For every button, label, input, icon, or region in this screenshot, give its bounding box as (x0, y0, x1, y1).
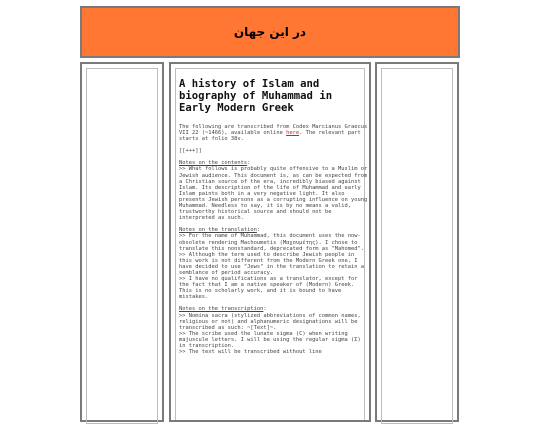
transcription-note-1: >> Nomina sacra (stylized abbreviations of common names, religious or not) and alphanumeric designations will be transcribed as such: ~[Text]~. (179, 312, 361, 331)
source-link[interactable]: here (286, 130, 300, 137)
section-translation: Notes on the translation: >> For the name of Muhammad, this document uses the now-obsolete rendering Machoumetis (Μαχουμέτης). I chose to translate this nonstandard, deprecated form as "Mahomed". >> Although the term used to describe Jewish people in this work is not different from the Modern Greek one, I have decided to use "Jews" in the translation to retain a semblance of period accuracy. >> I have no qualifications as a translator, except for the fact that I am a native speaker of (Modern) Greek. This is no scholarly work, and it is bound to have mistakes. (179, 227, 369, 300)
intro-text-end: . The relevant part starts at folio 38v. (179, 130, 361, 143)
section-contents: Notes on the contents: >> What follows is probably quite offensive to a Muslim or Jewish audience. This document is, as can be expected from a Christian source of the era, incredibly biased against Islam. Its description of the life of Muhammad and early Islam paints both in a very negative light. It also presents Jewish persons as a corrupting influence on young Muhammad. Needless to say, it is by no means a valid, trustworthy historical source and should not be interpreted as such. (179, 160, 368, 222)
section-heading-contents: Notes on the contents (179, 160, 248, 167)
intro-paragraph (179, 124, 369, 142)
left-sidebar (80, 62, 164, 422)
article-title: A history of Islam and biography of Muhammad in Early Modern Greek (179, 78, 333, 114)
section-marker: [[+++]] (179, 148, 202, 155)
section-heading-transcription: Notes on the transcription (179, 306, 264, 313)
site-title[interactable]: در این جهان (233, 25, 307, 39)
right-sidebar-inner (381, 68, 453, 424)
contents-note-1: >> What follows is probably quite offensive to a Muslim or Jewish audience. This document is, as can be expected from a Christian source of the era, incredibly biased against Islam. Its description of the life of Muhammad and early Islam paints both in a very negative light. It also presents Jewish persons as a corrupting influence on young Muhammad. Needless to say, it is by no means a valid, trustworthy historical source and should not be interpreted as such. (179, 166, 368, 222)
section-heading-translation: Notes on the translation (179, 227, 257, 234)
left-sidebar-inner (86, 68, 158, 424)
translation-note-3: >> I have no qualifications as a translator, except for the fact that I am a native speaker of (Modern) Greek. This is no scholarly work, and it is bound to have mistakes. (179, 276, 358, 301)
translation-note-2: >> Although the term used to describe Jewish people in this work is not different from the Modern Greek one, I have decided to use "Jews" in the translation to retain a semblance of period accuracy. (179, 251, 364, 276)
site-header (80, 6, 460, 58)
transcription-note-2: >> The scribe used the lunate sigma (Ϲ) when writing majuscule letters. I will be using the regular sigma (Σ) in transcription. (179, 330, 361, 349)
right-sidebar (375, 62, 459, 422)
section-transcription: Notes on the transcription: >> Nomina sacra (stylized abbreviations of common names, religious or not) and alphanumeric designations will be transcribed as such: ~[Text]~. >> The scribe used the lunate sigma (Ϲ) when writing majuscule letters. I will be using the regular sigma (Σ) in transcription. >> The text will be transcribed without line (179, 306, 369, 355)
translation-note-1: >> For the name of Muhammad, this document uses the now-obsolete rendering Machoumetis (Μαχουμέτης). I chose to translate this nonstandard, deprecated form as "Mahomed". (179, 233, 364, 252)
intro-text-start: The following are transcribed from Codex Marcianus Graecus VII 22 (~1466), available online (179, 124, 368, 137)
transcription-note-3: >> The text will be transcribed without line (179, 349, 322, 356)
article (179, 78, 369, 355)
